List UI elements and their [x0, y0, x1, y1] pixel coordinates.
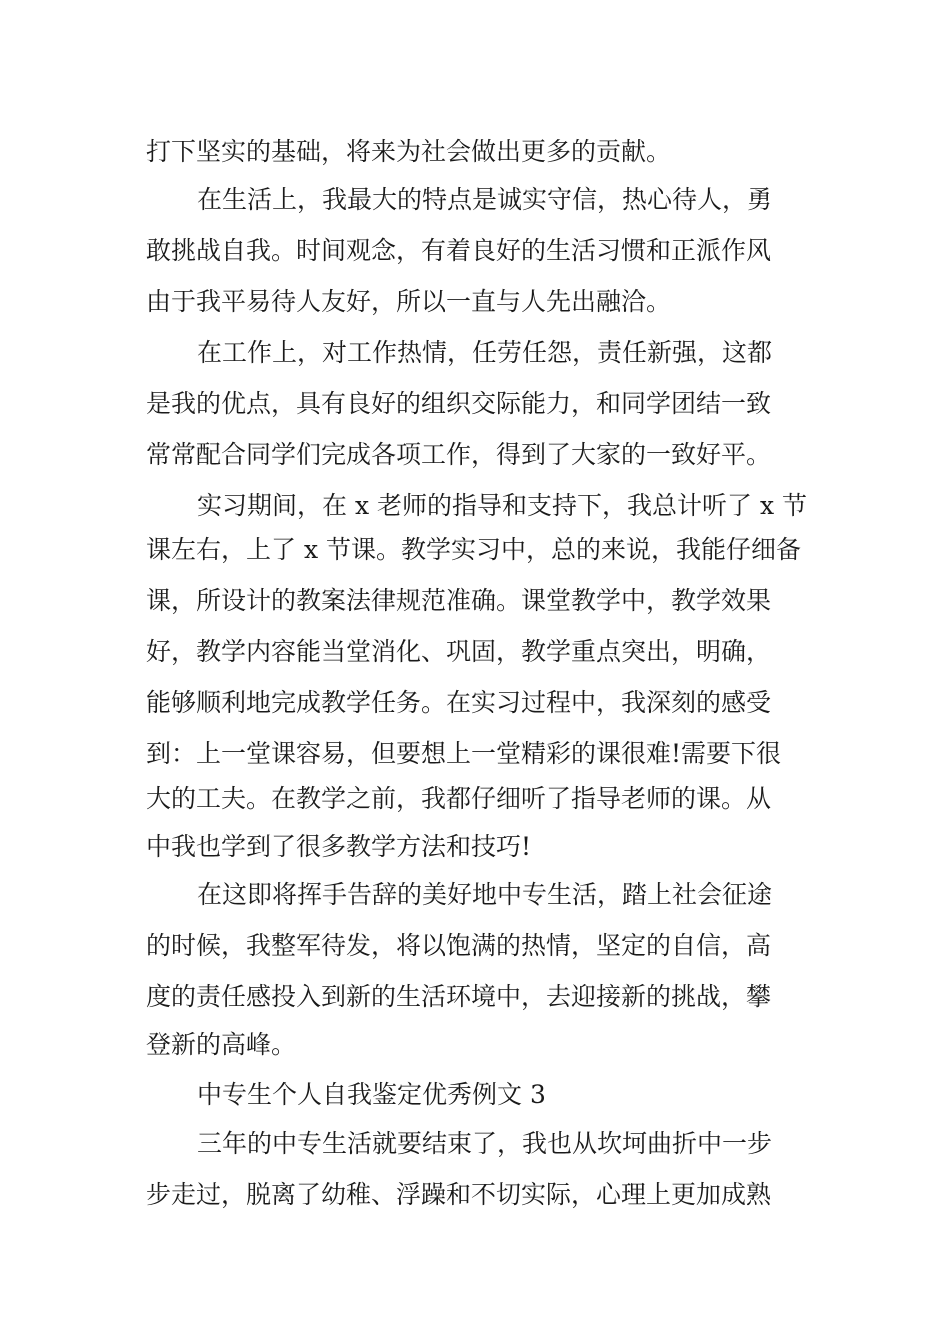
text-line: 实习期间，在 x 老师的指导和支持下，我总计听了 x 节 — [197, 491, 807, 520]
text-line: 三年的中专生活就要结束了，我也从坎坷曲折中一步 — [197, 1129, 773, 1158]
text-line: 好，教学内容能当堂消化、巩固，教学重点突出，明确， — [146, 637, 772, 666]
text-line: 课，所设计的教案法律规范准确。课堂教学中，教学效果 — [146, 586, 772, 615]
text-line: 在这即将挥手告辞的美好地中专生活，踏上社会征途 — [197, 880, 773, 909]
section-heading: 中专生个人自我鉴定优秀例文 3 — [197, 1080, 546, 1109]
text-line: 课左右，上了 x 节课。教学实习中，总的来说，我能仔细备 — [146, 535, 801, 564]
text-line: 登新的高峰。 — [146, 1030, 297, 1059]
text-line: 中我也学到了很多教学方法和技巧! — [146, 832, 532, 861]
text-line: 到：上一堂课容易，但要想上一堂精彩的课很难!需要下很 — [146, 739, 782, 768]
text-line: 常常配合同学们完成各项工作，得到了大家的一致好平。 — [146, 440, 772, 469]
text-line: 大的工夫。在教学之前，我都仔细听了指导老师的课。从 — [146, 784, 772, 813]
text-line: 步走过，脱离了幼稚、浮躁和不切实际，心理上更加成熟 — [146, 1180, 772, 1209]
text-line: 度的责任感投入到新的生活环境中，去迎接新的挑战，攀 — [146, 982, 772, 1011]
text-line: 的时候，我整军待发，将以饱满的热情，坚定的自信，高 — [146, 931, 772, 960]
text-line: 敢挑战自我。时间观念，有着良好的生活习惯和正派作风 — [146, 236, 772, 265]
text-line: 是我的优点，具有良好的组织交际能力，和同学团结一致 — [146, 389, 772, 418]
text-line: 在生活上，我最大的特点是诚实守信，热心待人，勇 — [197, 185, 773, 214]
text-line: 由于我平易待人友好，所以一直与人先出融洽。 — [146, 287, 672, 316]
text-line: 打下坚实的基础，将来为社会做出更多的贡献。 — [146, 137, 672, 166]
text-line: 能够顺利地完成教学任务。在实习过程中，我深刻的感受 — [146, 688, 772, 717]
text-line: 在工作上，对工作热情，任劳任怨，责任新强，这都 — [197, 338, 773, 367]
